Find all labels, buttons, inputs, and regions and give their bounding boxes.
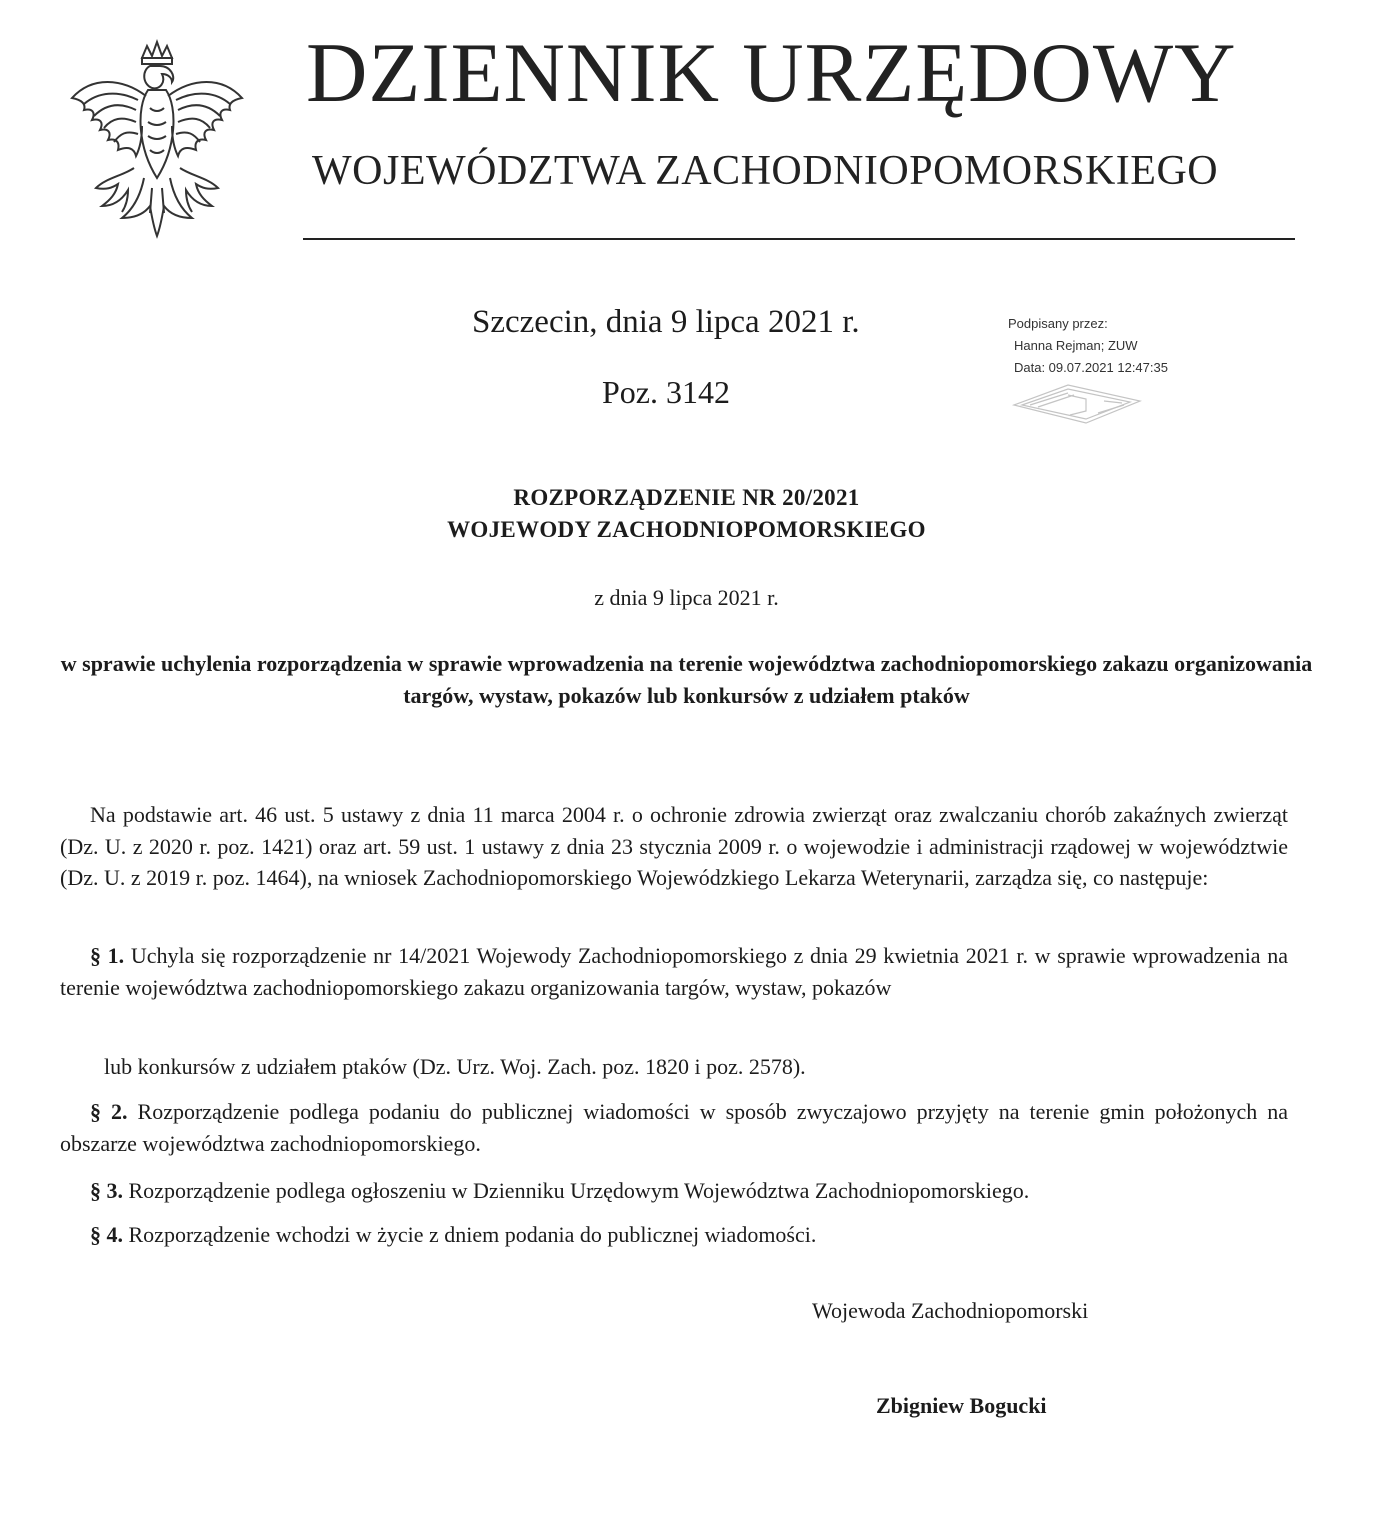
- place-date: Szczecin, dnia 9 lipca 2021 r.: [472, 304, 860, 340]
- section-1-paragraph: [60, 940, 1288, 1003]
- section-4-text: Rozporządzenie wchodzi w życie z dniem podania do publicznej wiadomości.: [128, 1222, 817, 1247]
- regulation-title-line2: WOJEWODY ZACHODNIOPOMORSKIEGO: [447, 517, 926, 542]
- regulation-title: [0, 482, 1373, 546]
- white-eagle-emblem-icon: [62, 38, 252, 248]
- section-4-label: § 4.: [90, 1222, 123, 1247]
- section-2-label: § 2.: [90, 1099, 128, 1124]
- section-1-label: § 1.: [90, 943, 125, 968]
- legal-basis-paragraph: Na podstawie art. 46 ust. 5 ustawy z dnia 11 marca 2004 r. o ochronie zdrowia zwierząt oraz zwalczaniu chorób zakaźnych zwierząt (Dz. U. z 2020 r. poz. 1421) oraz art. 59 ust. 1 ustawy z dnia 23 stycznia 2009 r. o wojewodzie i administracji rządowej w województwie (Dz. U. z 2019 r. poz. 1464), na wniosek Zachodniopomorskiego Wojewódzkiego Lekarza Weterynarii, zarządza się, co następuje:: [60, 802, 1288, 890]
- regulation-date: z dnia 9 lipca 2021 r.: [594, 585, 779, 610]
- section-3-paragraph: [60, 1175, 1288, 1207]
- section-3-text: Rozporządzenie podlega ogłoszeniu w Dzienniku Urzędowym Województwa Zachodniopomorskiego.: [128, 1178, 1030, 1203]
- digital-signature-info: [1008, 313, 1218, 379]
- position-number: Poz. 3142: [602, 374, 730, 410]
- section-2-text: Rozporządzenie podlega podaniu do publicznej wiadomości w sposób zwyczajowo przyjęty na terenie gmin położonych na obszarze województwa zachodniopomorskiego.: [60, 1099, 1289, 1156]
- signed-by-label: Podpisany przez:: [1008, 316, 1108, 331]
- section-3-label: § 3.: [90, 1178, 123, 1203]
- section-2-paragraph: [60, 1096, 1288, 1159]
- section-4-paragraph: [60, 1219, 1288, 1251]
- masthead-divider: [303, 238, 1295, 240]
- signatory-name: Zbigniew Bogucki: [876, 1393, 1047, 1418]
- signature-date: Data: 09.07.2021 12:47:35: [1014, 360, 1168, 375]
- section-1-text: Uchyla się rozporządzenie nr 14/2021 Wojewody Zachodniopomorskiego z dnia 29 kwietnia 2021 r. w sprawie wprowadzenia na terenie województwa zachodniopomorskiego zakazu organizowania targów, wystaw, pokazów: [60, 943, 1289, 1000]
- regulation-subject: w sprawie uchylenia rozporządzenia w sprawie wprowadzenia na terenie województwa zachodniopomorskiego zakazu organizowania targów, wystaw, pokazów lub konkursów z udziałem ptaków: [60, 651, 1313, 708]
- digital-signature-mark-icon: [1008, 381, 1148, 427]
- masthead-subtitle: WOJEWÓDZTWA ZACHODNIOPOMORSKIEGO: [312, 148, 1219, 194]
- signatory-role: Wojewoda Zachodniopomorski: [812, 1298, 1089, 1323]
- masthead-title: DZIENNIK URZĘDOWY: [306, 26, 1237, 120]
- regulation-title-line1: ROZPORZĄDZENIE NR 20/2021: [513, 485, 860, 510]
- signer-name: Hanna Rejman; ZUW: [1014, 338, 1138, 353]
- section-1-continuation: lub konkursów z udziałem ptaków (Dz. Urz. Woj. Zach. poz. 1820 i poz. 2578).: [104, 1054, 806, 1079]
